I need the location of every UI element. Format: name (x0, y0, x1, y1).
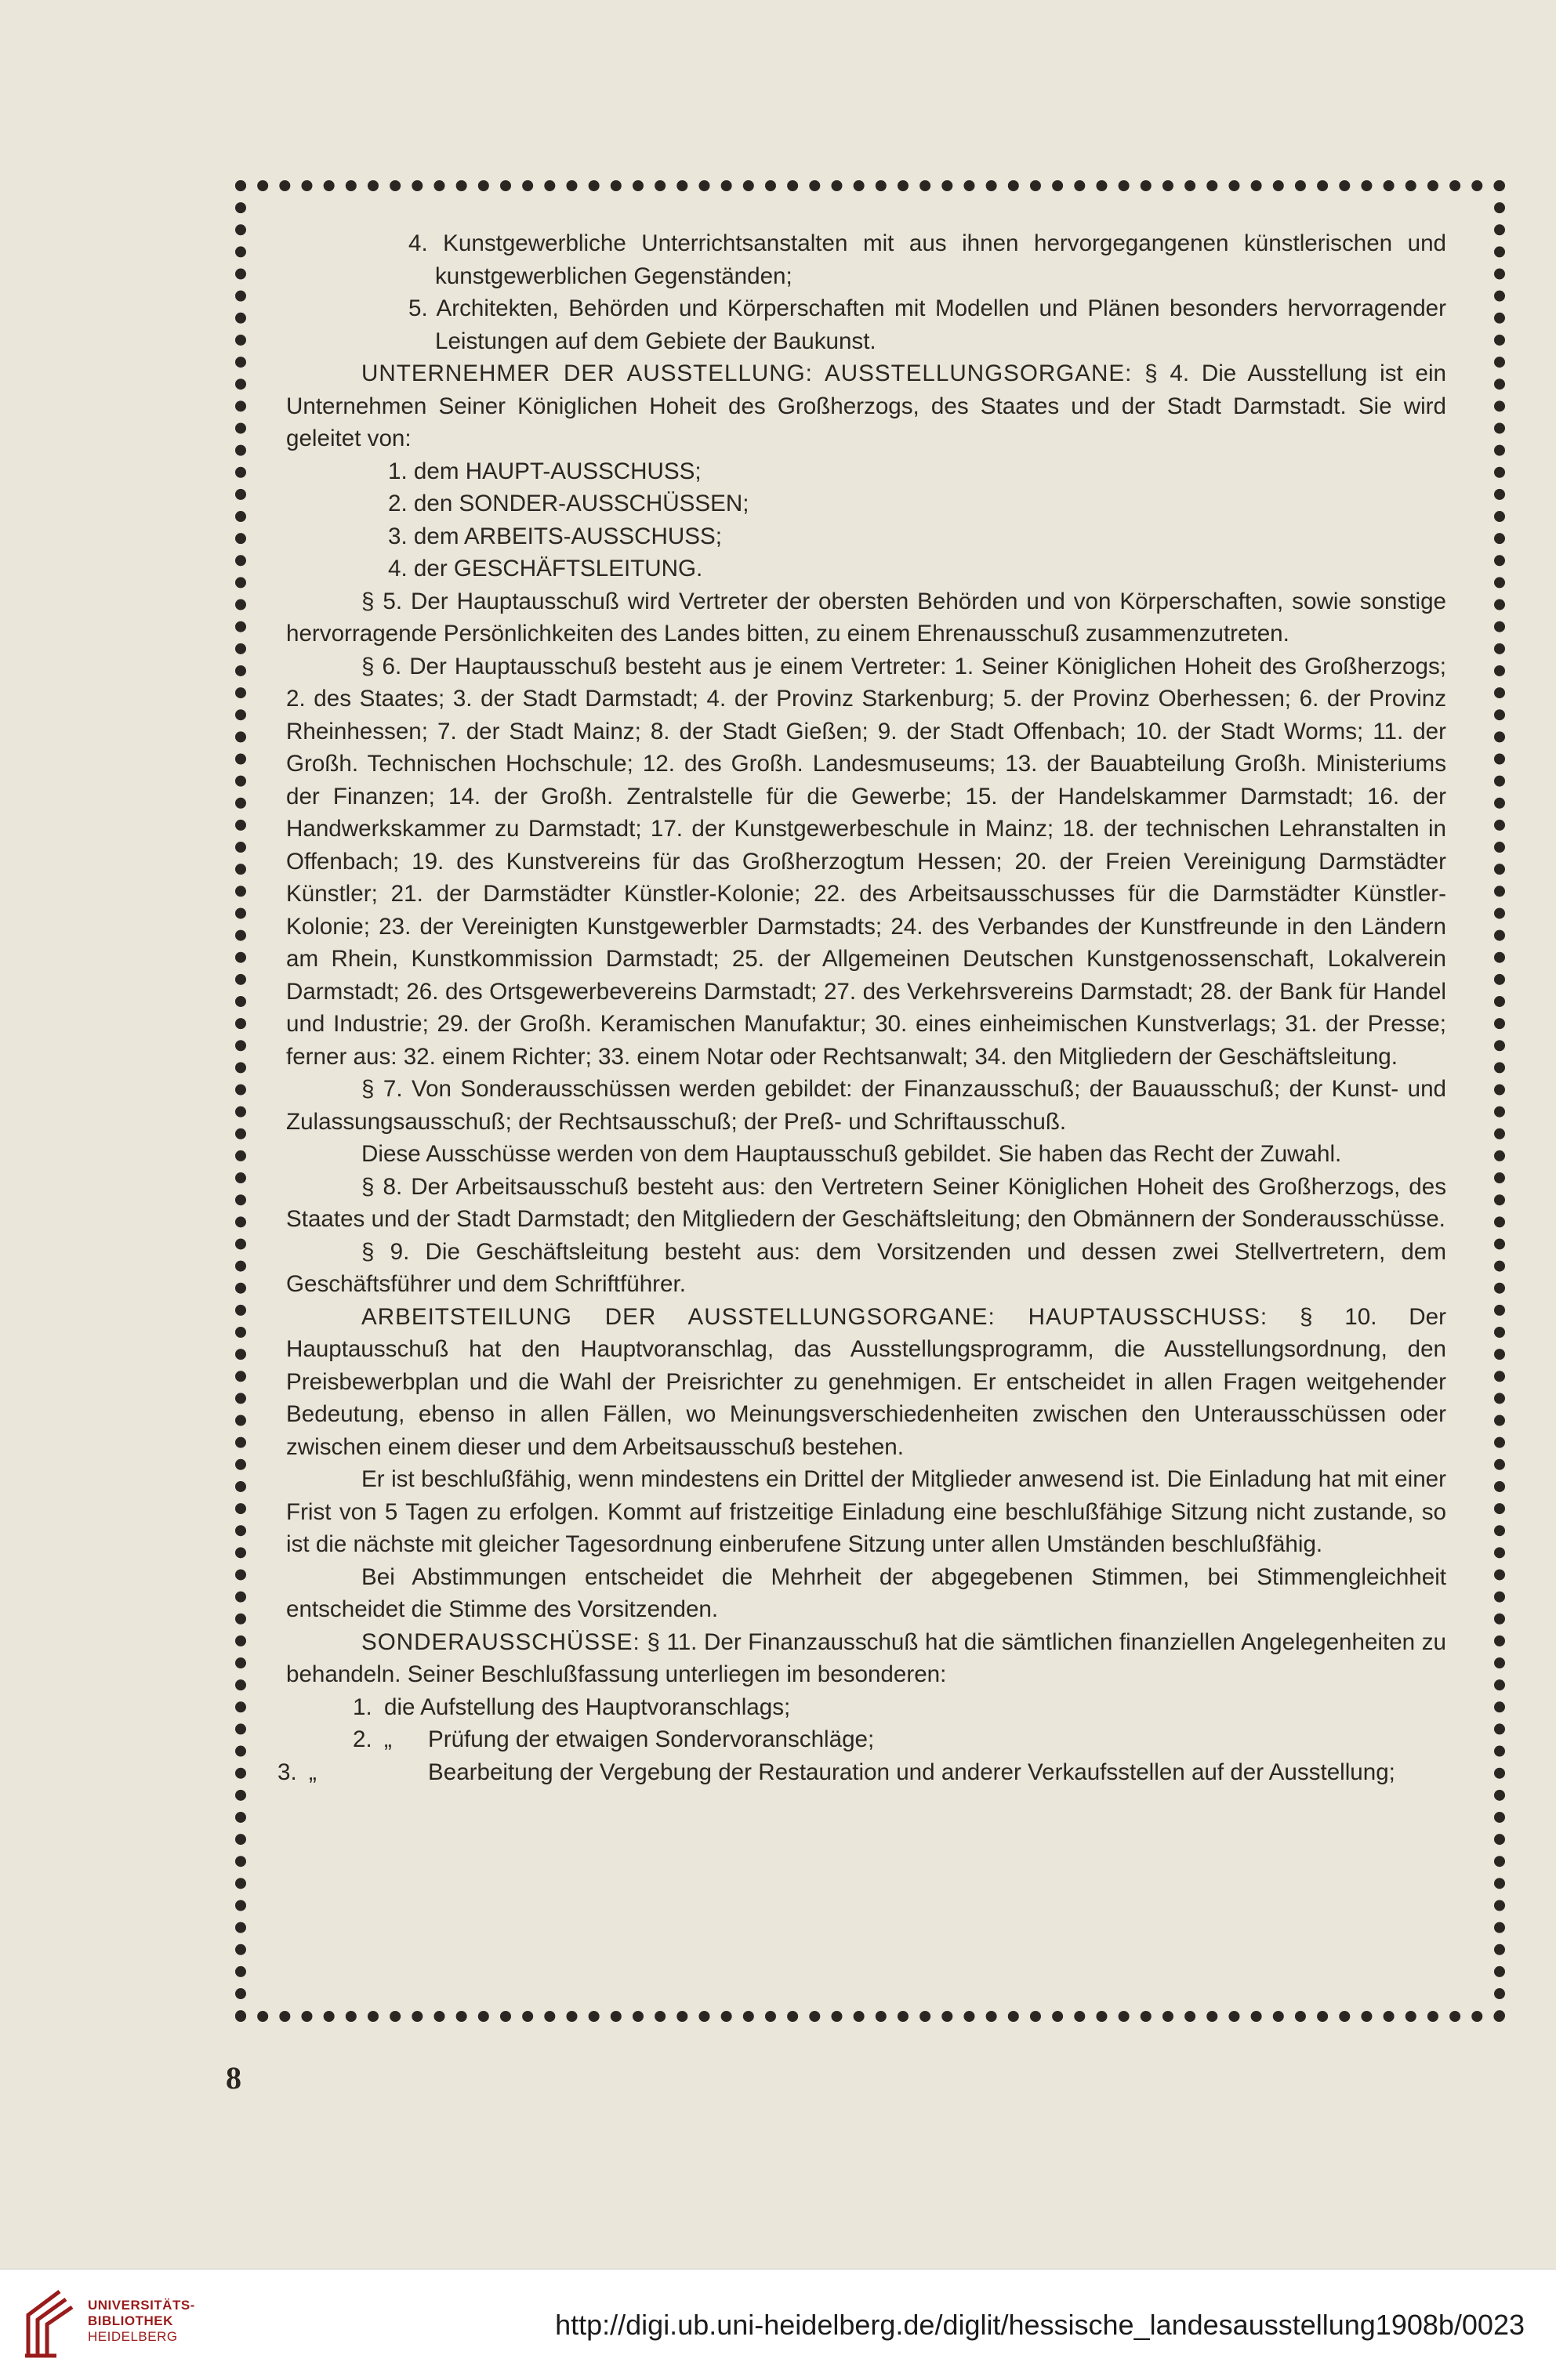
paragraph: Bei Abstimmungen entscheidet die Mehrheit der abgegebenen Stimmen, bei Stimmengleichheit entscheidet die Stimme des Vorsitzenden. (286, 1563, 1446, 1622)
library-logo-icon (19, 2284, 82, 2362)
viewer-footer (0, 2269, 1556, 2380)
list-item: 5. Architekten, Behörden und Körperschaften mit Modellen und Plänen besonders hervorragender Leistungen auf dem Gebiete der Baukunst. (408, 295, 1446, 354)
list-text: Bearbeitung der Vergebung der Restauration und anderer Verkaufsstellen auf der Ausstellung; (428, 1759, 1395, 1785)
library-name-line: BIBLIOTHEK (88, 2313, 173, 2328)
list-item (286, 1691, 1446, 1724)
list-item: 1. dem HAUPT-AUSSCHUSS; (388, 458, 702, 484)
page-text (277, 227, 1447, 1788)
list-number: 3. (277, 1759, 297, 1785)
paragraph: § 7. Von Sonderausschüssen werden gebildet: der Finanzausschuß; der Bauausschuß; der Kunst- und Zulassungsausschuß; der Rechtsausschuß; der Preß- und Schriftausschuß. (286, 1076, 1446, 1135)
section-heading: UNTERNEHMER DER AUSSTELLUNG: AUSSTELLUNGSORGANE: (361, 360, 1133, 386)
ditto-mark: „ (384, 1726, 392, 1752)
permalink-url[interactable]: http://digi.ub.uni-heidelberg.de/diglit/hessische_landesausstellung1908b/0023 (555, 2309, 1525, 2341)
library-name-line: UNIVERSITÄTS- (88, 2298, 195, 2313)
list-item: 4. Kunstgewerbliche Unterrichtsanstalten mit aus ihnen hervorgegangenen künstlerischen und kunstgewerblichen Gegenständen; (408, 230, 1446, 289)
paragraph: Er ist beschlußfähig, wenn mindestens ein Drittel der Mitglieder anwesend ist. Die Einladung hat mit einer Frist von 5 Tagen zu erfolgen. Kommt auf fristzeitige Einladung eine beschlußfähige Sitzung nicht zustande, so ist die nächste mit gleicher Tagesordnung einberufene Sitzung unter allen Umständen beschlußfähig. (286, 1466, 1446, 1557)
library-name (88, 2298, 195, 2345)
list-item: 3. dem ARBEITS-AUSSCHUSS; (388, 523, 722, 549)
list-item: 4. der GESCHÄFTSLEITUNG. (388, 556, 703, 581)
page-number: 8 (226, 2060, 241, 2096)
paragraph: Diese Ausschüsse werden von dem Hauptausschuß gebildet. Sie haben das Recht der Zuwahl. (361, 1141, 1342, 1167)
paragraph (286, 1626, 1446, 1691)
list-item: 2. den SONDER-AUSSCHÜSSEN; (388, 491, 749, 516)
list-item (286, 1723, 1446, 1756)
paragraph-text: § 10. Der Hauptausschuß hat den Hauptvoranschlag, das Ausstellungsprogramm, die Ausstellungsordnung, den Preisbewerbplan und die Wahl der Preisrichter zu genehmigen. Er entscheidet in allen Fragen weitgehender Bedeutung, ebenso in allen Fällen, wo Meinungsverschiedenheiten zwischen den Unterausschüssen oder zwischen einem dieser und dem Arbeitsausschuß bestehen. (286, 1303, 1446, 1460)
section-heading: SONDERAUSSCHÜSSE: (361, 1628, 640, 1655)
list-number: 1. (353, 1694, 372, 1720)
ditto-mark: „ (309, 1759, 317, 1785)
paragraph: § 8. Der Arbeitsausschuß besteht aus: den Vertretern Seiner Königlichen Hoheit des Großherzogs, des Staates und der Stadt Darmstadt; den Mitgliedern der Geschäftsleitung; den Obmännern der Sonderausschüsse. (286, 1173, 1446, 1232)
paragraph (286, 1301, 1446, 1464)
paragraph (286, 357, 1446, 455)
library-name-line: HEIDELBERG (88, 2329, 178, 2344)
paragraph-text: § 11. Der Finanzausschuß hat die sämtlichen finanziellen Angelegenheiten zu behandeln. Seiner Beschlußfassung unterliegen im besonderen: (286, 1628, 1446, 1687)
list-number: 2. (353, 1726, 372, 1752)
section-heading: ARBEITSTEILUNG DER AUSSTELLUNGSORGANE: HAUPTAUSSCHUSS: (361, 1303, 1268, 1330)
paragraph: § 5. Der Hauptausschuß wird Vertreter der obersten Behörden und von Körperschaften, sowie sonstige hervorragende Persönlichkeiten des Landes bitten, zu einem Ehrenausschuß zusammenzutreten. (286, 588, 1446, 647)
list-text: die Aufstellung des Hauptvoranschlags; (384, 1694, 791, 1720)
list-item (277, 1756, 1446, 1789)
paragraph-text: § 4. Die Ausstellung ist ein Unternehmen Seiner Königlichen Hoheit des Großherzogs, des Staates und der Stadt Darmstadt. Sie wird geleitet von: (286, 360, 1447, 451)
paragraph: § 6. Der Hauptausschuß besteht aus je einem Vertreter: 1. Seiner Königlichen Hoheit des Großherzogs; 2. des Staates; 3. der Stadt Darmstadt; 4. der Provinz Starkenburg; 5. der Provinz Oberhessen; 6. der Provinz Rheinhessen; 7. der Stadt Mainz; 8. der Stadt Gießen; 9. der Stadt Offenbach; 10. der Stadt Worms; 11. der Großh. Technischen Hochschule; 12. des Großh. Landesmuseums; 13. der Bauabteilung Großh. Ministeriums der Finanzen; 14. der Großh. Zentralstelle für die Gewerbe; 15. der Handelskammer Darmstadt; 16. der Handwerkskammer zu Darmstadt; 17. der Kunstgewerbeschule in Mainz; 18. der technischen Lehranstalten in Offenbach; 19. des Kunstvereins für das Großherzogtum Hessen; 20. der Freien Vereinigung Darmstädter Künstler; 21. der Darmstädter Künstler-Kolonie; 22. des Arbeitsausschusses für die Darmstädter Künstler-Kolonie; 23. der Vereinigten Kunstgewerbler Darmstadts; 24. des Verbandes der Kunstfreunde in den Ländern am Rhein, Kunstkommission Darmstadt; 25. der Allgemeinen Deutschen Kunstgenossenschaft, Lokalverein Darmstadt; 26. des Ortsgewerbevereins Darmstadt; 27. des Verkehrsvereins Darmstadt; 28. der Bank für Handel und Industrie; 29. der Großh. Keramischen Manufaktur; 30. eines einheimischen Kunstverlags; 31. der Presse; ferner aus: 32. einem Richter; 33. einem Notar oder Rechtsanwalt; 34. den Mitgliedern der Geschäftsleitung. (286, 653, 1446, 1070)
paragraph: § 9. Die Geschäftsleitung besteht aus: dem Vorsitzenden und dessen zwei Stellvertretern, dem Geschäftsführer und dem Schriftführer. (286, 1238, 1446, 1297)
list-text: Prüfung der etwaigen Sondervoranschläge; (428, 1726, 875, 1752)
